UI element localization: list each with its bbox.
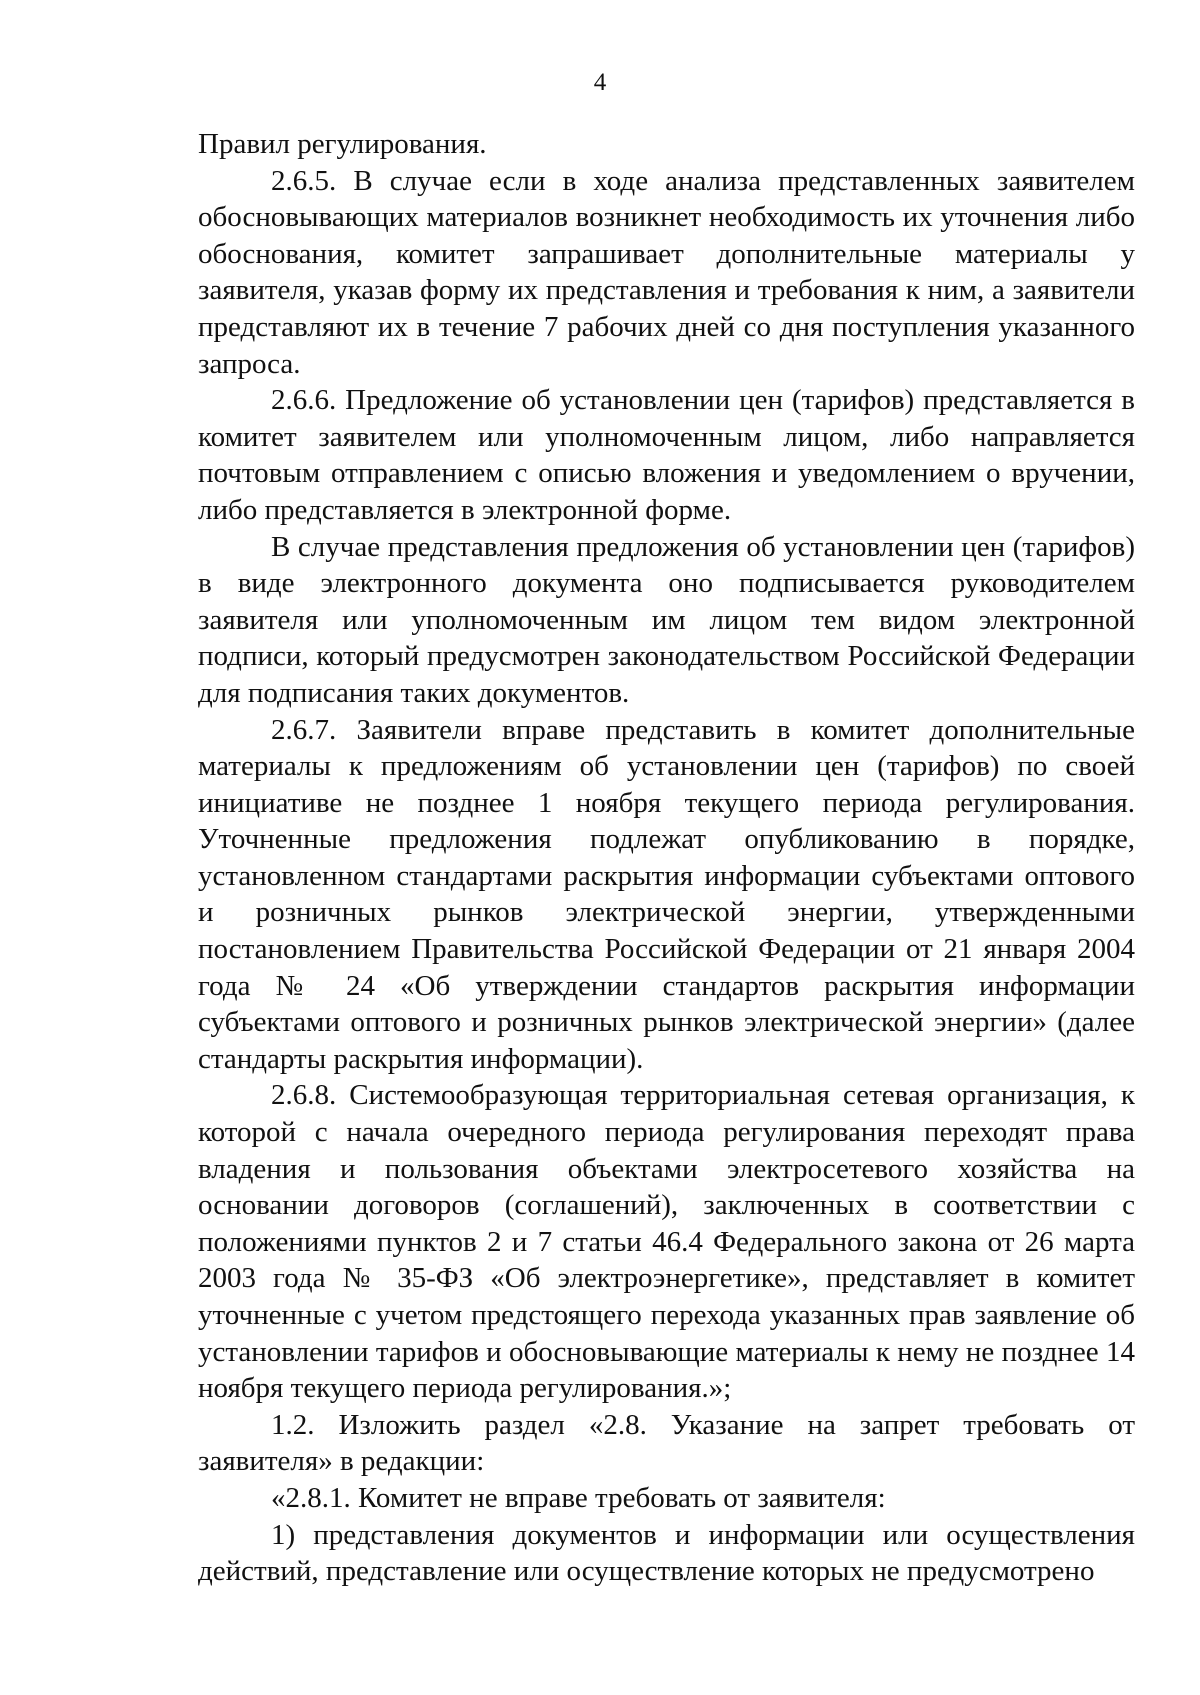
paragraph-continuation: Правил регулирования. [198,128,487,160]
paragraph-2-6-5: 2.6.5. В случае если в ходе анализа представленных заявителем обосновывающих материалов возникнет необходимость их уточнения либо обоснования, комитет запрашивает дополнительные материалы у заявителя, указав форму их представления и требования к ним, а заявители представляют их в течение 7 рабочих дней со дня поступления указанного запроса. [198,164,1135,380]
paragraph-electronic-document: В случае представления предложения об установлении цен (тарифов) в виде электронного документа оно подписывается руководителем заявителя или уполномоченным им лицом тем видом электронной подписи, который предусмотрен законодательством Российской Федерации для подписания таких документов. [198,530,1135,709]
paragraph-2-6-8: 2.6.8. Системообразующая территориальная сетевая организация, к которой с начала очередного периода регулирования переходят права владения и пользования объектами электросетевого хозяйства на основании договоров (соглашений), заключенных в соответствии с положениями пунктов 2 и 7 статьи 46.4 Федерального закона от 26 марта 2003 года № 35-ФЗ «Об электроэнергетике», представляет в комитет уточненные с учетом предстоящего перехода указанных прав заявление об установлении тарифов и обосновывающие материалы к нему не позднее 14 ноября текущего периода регулирования.»; [198,1079,1135,1405]
document-body [198,126,1135,1590]
paragraph-1-2: 1.2. Изложить раздел «2.8. Указание на запрет требовать от заявителя» в редакции: [198,1408,1135,1478]
paragraph-2-8-1: «2.8.1. Комитет не вправе требовать от заявителя: [271,1481,886,1514]
paragraph-2-6-6: 2.6.6. Предложение об установлении цен (тарифов) представляется в комитет заявителем или уполномоченным лицом, либо направляется почтовым отправлением с описью вложения и уведомлением о вручении, либо представляется в электронной форме. [198,384,1135,526]
page-number: 4 [593,69,607,96]
paragraph-item-1: 1) представления документов и информации или осуществления действий, представление или осуществление которых не предусмотрено [198,1518,1135,1588]
paragraph-2-6-7: 2.6.7. Заявители вправе представить в комитет дополнительные материалы к предложениям об установлении цен (тарифов) по своей инициативе не позднее 1 ноября текущего периода регулирования. Уточненные предложения подлежат опубликованию в порядке, установленном стандартами раскрытия информации субъектами оптового и розничных рынков электрической энергии, утвержденными постановлением Правительства Российской Федерации от 21 января 2004 года № 24 «Об утверждении стандартов раскрытия информации субъектами оптового и розничных рынков электрической энергии» (далее стандарты раскрытия информации). [198,713,1135,1075]
